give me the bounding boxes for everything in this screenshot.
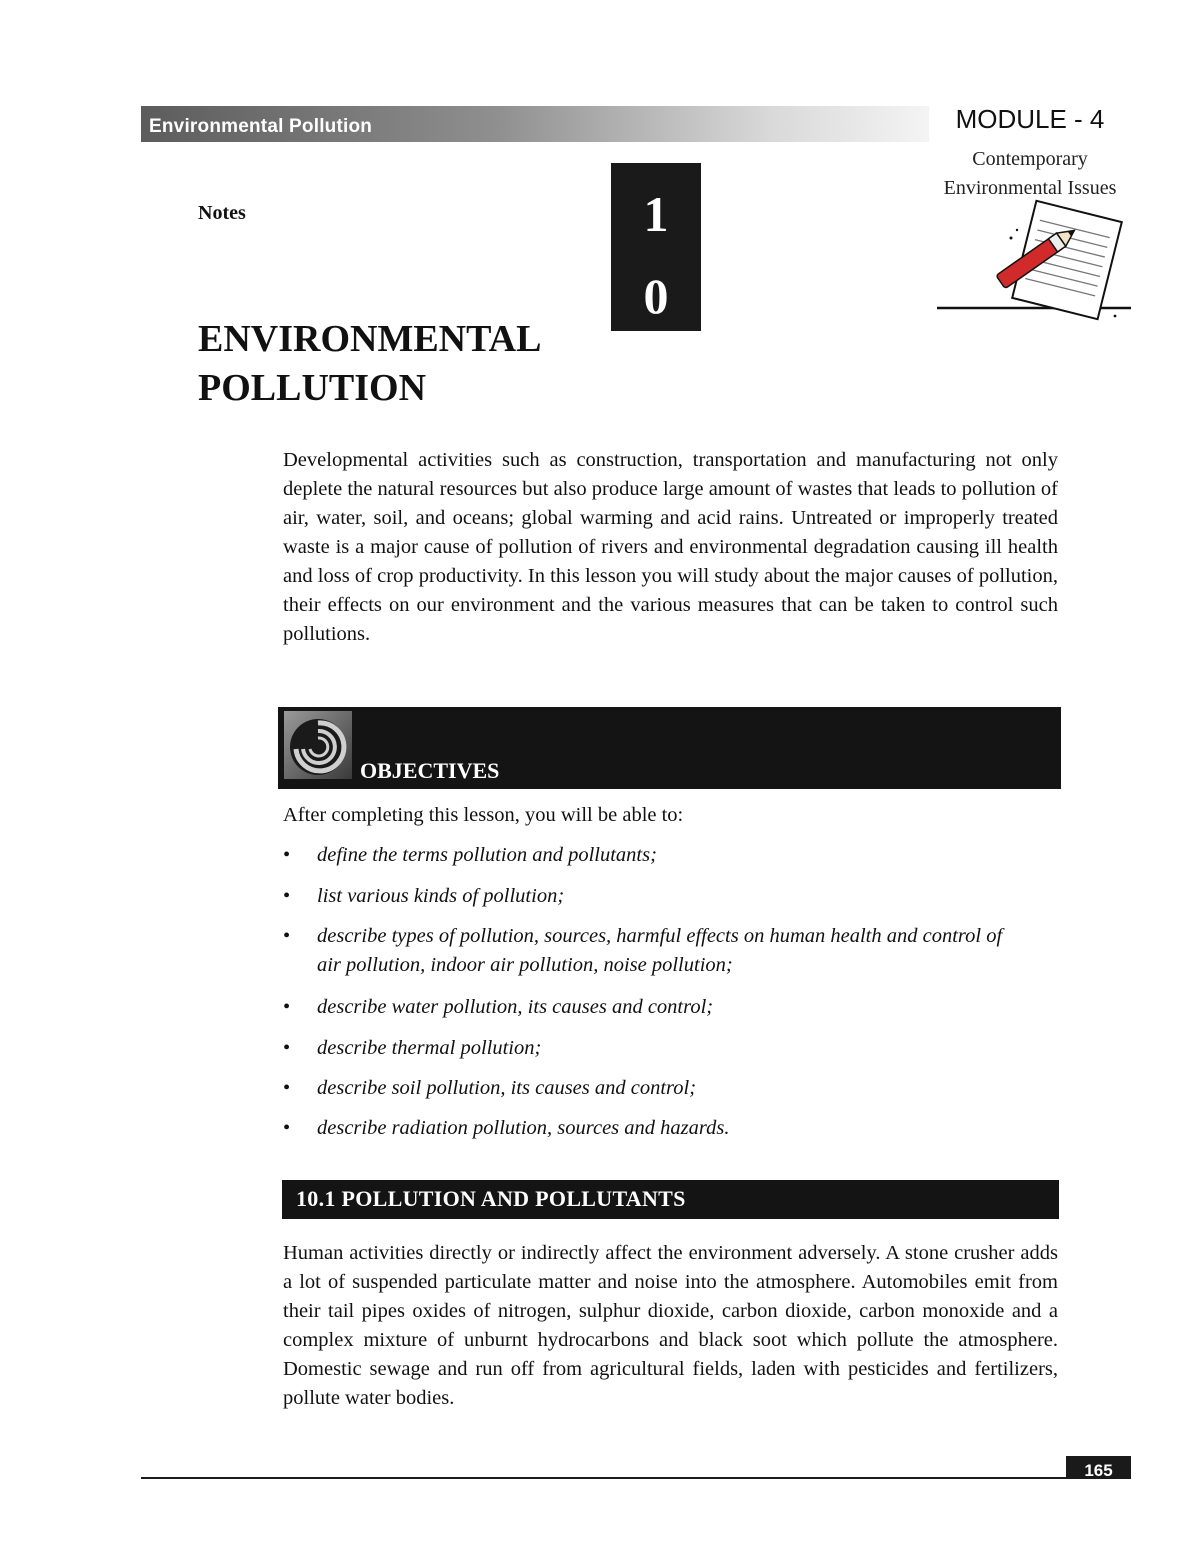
objective-item: [283, 922, 1023, 980]
objective-item: [283, 841, 1023, 870]
section-paragraph: Human activities directly or indirectly affect the environment adversely. A stone crusher adds a lot of suspended particulate matter and noise into the atmosphere. Automobiles emit from their tail pipes oxides of nitrogen, sulphur dioxide, carbon dioxide, carbon monoxide and a complex mixture of unburnt hydrocarbons and black soot which pollute the atmosphere. Domestic sewage and run off from agricultural fields, laden with pesticides and fertilizers, pollute water bodies.: [283, 1242, 1058, 1409]
objective-item: [283, 1034, 1023, 1063]
objective-text: describe soil pollution, its causes and control;: [317, 1077, 697, 1099]
bullet: •: [283, 1037, 291, 1059]
bullet: •: [283, 885, 291, 907]
module-label: MODULE - 4: [955, 104, 1105, 134]
objective-item: [283, 882, 1023, 911]
target-spiral-icon: [284, 711, 352, 779]
footer-rule: [141, 1477, 1131, 1479]
bullet: •: [283, 1077, 291, 1099]
objectives-intro: After completing this lesson, you will be able to:: [283, 804, 684, 826]
pencil-on-paper-icon: [935, 198, 1135, 323]
bullet: •: [283, 925, 291, 947]
section-heading: 10.1 POLLUTION AND POLLUTANTS: [296, 1186, 686, 1211]
objective-item: [283, 993, 1023, 1022]
module-subtitle-line1: Contemporary: [972, 148, 1088, 170]
module-subtitle-line2: Environmental Issues: [943, 177, 1117, 199]
notes-label: Notes: [198, 202, 246, 224]
page-number: 165: [1084, 1461, 1113, 1478]
chapter-title: [198, 315, 541, 413]
objectives-heading: OBJECTIVES: [360, 758, 500, 783]
chapter-title-line2: POLLUTION: [198, 367, 427, 409]
intro-paragraph: Developmental activities such as construction, transportation and manufacturing not only deplete the natural resources but also produce large amount of wastes that leads to pollution of air, water, soil, and oceans; global warming and acid rains. Untreated or improperly treated waste is a major cause of pollution of rivers and environmental degradation causing ill health and loss of crop productivity. In this lesson you will study about the major causes of pollution, their effects on our environment and the various measures that can be taken to control such pollutions.: [283, 449, 1058, 645]
page-number-tab: [1066, 1456, 1131, 1478]
objective-text: describe water pollution, its causes and control;: [317, 996, 714, 1018]
bullet: •: [283, 996, 291, 1018]
objective-text: describe types of pollution, sources, harmful effects on human health and control of air pollution, indoor air pollution, noise pollution;: [317, 925, 1003, 976]
objective-item: [283, 1074, 1023, 1103]
bullet: •: [283, 1117, 291, 1139]
objective-text: define the terms pollution and pollutants;: [317, 844, 657, 866]
objective-text: describe thermal pollution;: [317, 1037, 542, 1059]
chapter-number-digit-1: 1: [643, 186, 669, 242]
objective-item: [283, 1114, 1023, 1143]
chapter-number-digit-2: 0: [643, 268, 669, 324]
chapter-title-line1: ENVIRONMENTAL: [198, 318, 542, 360]
bullet: •: [283, 844, 291, 866]
module-subtitle: [910, 145, 1150, 203]
objective-text: list various kinds of pollution;: [317, 885, 565, 907]
objective-text: describe radiation pollution, sources and hazards.: [317, 1117, 730, 1139]
running-header-title: Environmental Pollution: [149, 116, 373, 137]
chapter-number-box: [611, 163, 701, 331]
